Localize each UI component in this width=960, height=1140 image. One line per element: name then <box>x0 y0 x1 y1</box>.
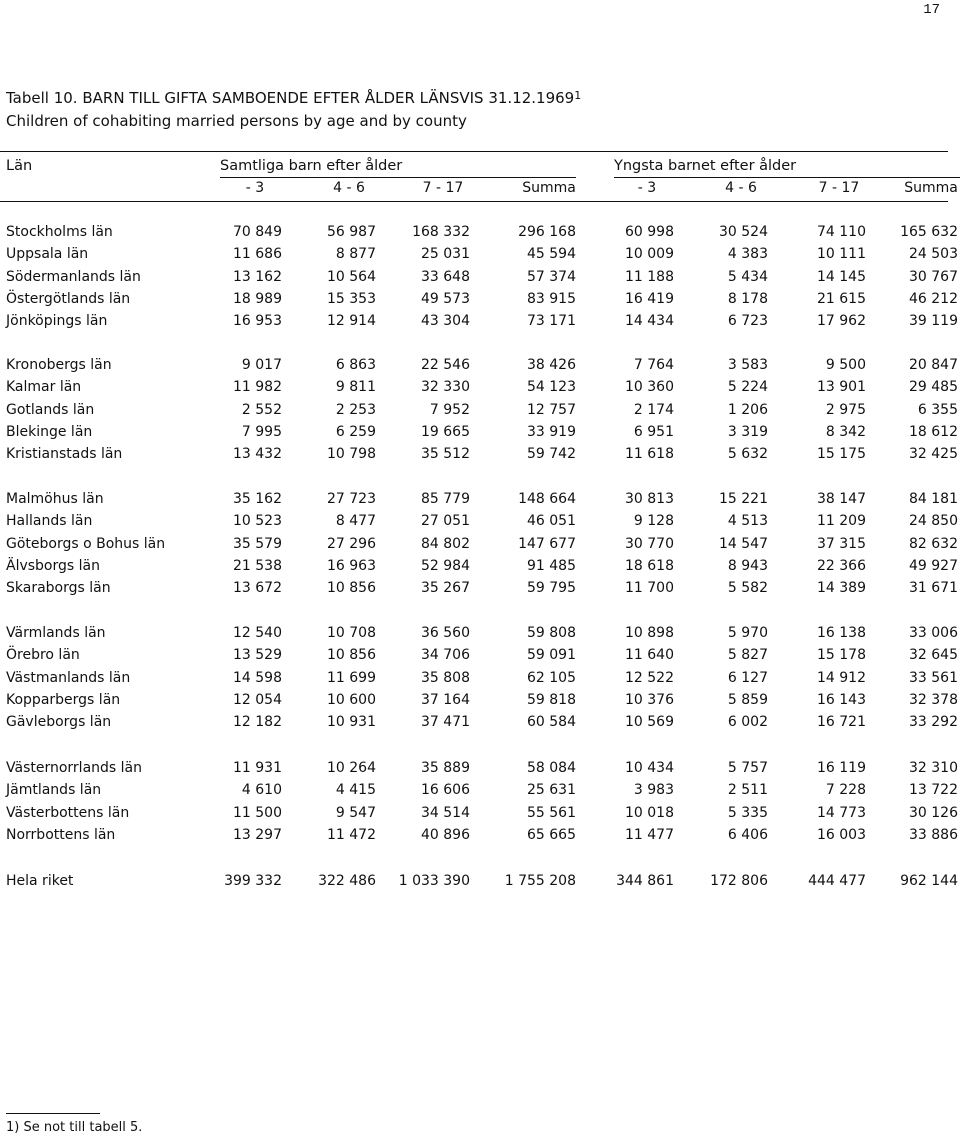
table-cell: 15 178 <box>817 647 866 664</box>
table-cell: 49 573 <box>421 290 470 307</box>
table-cell: 16 606 <box>421 782 470 799</box>
table-cell: 62 105 <box>527 669 576 686</box>
table-cell: 59 795 <box>527 580 576 597</box>
table-cell: 1 755 208 <box>504 873 576 889</box>
table-cell: 33 648 <box>421 268 470 285</box>
table-cell: 10 898 <box>625 625 674 641</box>
table-cell: 38 147 <box>817 491 866 507</box>
table-cell: 33 919 <box>527 423 576 440</box>
county-name: Västmanlands län <box>6 669 131 686</box>
table-cell: 59 808 <box>527 625 576 641</box>
table-cell: 10 434 <box>625 760 674 776</box>
table-cell: 6 127 <box>727 669 768 686</box>
header-top-rule <box>0 151 948 152</box>
table-cell: 8 477 <box>335 513 376 530</box>
table-cell: 16 003 <box>817 826 866 843</box>
table-cell: 10 376 <box>625 691 674 708</box>
header-bottom-rule <box>0 201 948 202</box>
table-cell: 12 540 <box>233 625 282 641</box>
county-name: Göteborgs o Bohus län <box>6 535 166 552</box>
table-cell: 444 477 <box>808 873 866 889</box>
table-cell: 1 206 <box>727 401 768 418</box>
table-cell: 18 618 <box>625 557 674 574</box>
table-cell: 55 561 <box>527 804 576 821</box>
county-name: Jämtlands län <box>6 782 102 799</box>
table-cell: 3 319 <box>727 423 768 440</box>
table-cell: 13 162 <box>233 268 282 285</box>
table-cell: 35 579 <box>233 535 282 552</box>
table-cell: 14 598 <box>233 669 282 686</box>
table-cell: 35 512 <box>421 446 470 463</box>
table-cell: 3 983 <box>633 782 674 799</box>
footnote: 1) Se not till tabell 5. <box>6 1120 143 1135</box>
table-cell: 36 560 <box>421 625 470 641</box>
table-cell: 10 931 <box>327 714 376 731</box>
table-cell: 172 806 <box>710 873 768 889</box>
table-cell: 58 084 <box>527 760 576 776</box>
table-subtitle: Children of cohabiting married persons by age and by county <box>6 112 467 130</box>
table-cell: 14 145 <box>817 268 866 285</box>
table-cell: 33 561 <box>909 669 958 686</box>
table-cell: 32 645 <box>909 647 958 664</box>
table-cell: 13 432 <box>233 446 282 463</box>
table-cell: 10 523 <box>233 513 282 530</box>
table-cell: 4 513 <box>727 513 768 530</box>
table-cell: 60 584 <box>527 714 576 731</box>
table-cell: 344 861 <box>616 873 674 889</box>
table-cell: 13 529 <box>233 647 282 664</box>
subheader-col-4: Summa <box>522 180 576 196</box>
table-cell: 11 982 <box>233 379 282 396</box>
table-cell: 18 989 <box>233 290 282 307</box>
table-cell: 9 500 <box>825 357 866 373</box>
table-title-text: Tabell 10. BARN TILL GIFTA SAMBOENDE EFTER ÅLDER LÄNSVIS 31.12.1969 <box>6 89 575 107</box>
title-footnote-marker: 1 <box>574 89 582 102</box>
table-cell: 6 406 <box>727 826 768 843</box>
table-cell: 84 181 <box>909 491 958 507</box>
table-cell: 46 212 <box>909 290 958 307</box>
table-cell: 37 315 <box>817 535 866 552</box>
table-cell: 16 963 <box>327 557 376 574</box>
table-cell: 91 485 <box>527 557 576 574</box>
table-cell: 34 706 <box>421 647 470 664</box>
subheader-col-7: 7 - 17 <box>818 180 860 196</box>
table-cell: 14 547 <box>719 535 768 552</box>
table-cell: 12 054 <box>233 691 282 708</box>
table-cell: 11 618 <box>625 446 674 463</box>
table-cell: 1 033 390 <box>398 873 470 889</box>
table-cell: 10 564 <box>327 268 376 285</box>
table-cell: 33 006 <box>909 625 958 641</box>
county-name: Malmöhus län <box>6 491 104 507</box>
table-cell: 2 253 <box>335 401 376 418</box>
table-cell: 7 228 <box>825 782 866 799</box>
table-cell: 16 119 <box>817 760 866 776</box>
table-cell: 39 119 <box>909 313 958 330</box>
table-cell: 24 850 <box>909 513 958 530</box>
table-cell: 5 970 <box>727 625 768 641</box>
table-cell: 59 091 <box>527 647 576 664</box>
subheader-col-8: Summa <box>904 180 958 196</box>
table-cell: 10 009 <box>625 246 674 263</box>
table-cell: 5 434 <box>727 268 768 285</box>
table-cell: 2 975 <box>825 401 866 418</box>
table-cell: 10 708 <box>327 625 376 641</box>
table-cell: 27 723 <box>327 491 376 507</box>
table-cell: 35 889 <box>421 760 470 776</box>
table-cell: 165 632 <box>900 224 958 240</box>
subheader-col-3: 7 - 17 <box>422 180 464 196</box>
table-cell: 34 514 <box>421 804 470 821</box>
table-cell: 30 126 <box>909 804 958 821</box>
table-cell: 82 632 <box>909 535 958 552</box>
table-cell: 962 144 <box>900 873 958 889</box>
table-cell: 10 569 <box>625 714 674 731</box>
table-cell: 5 757 <box>727 760 768 776</box>
table-cell: 11 188 <box>625 268 674 285</box>
table-cell: 11 472 <box>327 826 376 843</box>
county-name: Kopparbergs län <box>6 691 121 708</box>
table-cell: 37 164 <box>421 691 470 708</box>
table-cell: 12 914 <box>327 313 376 330</box>
table-cell: 14 912 <box>817 669 866 686</box>
table-cell: 29 485 <box>909 379 958 396</box>
county-name: Gävleborgs län <box>6 714 112 731</box>
table-cell: 24 503 <box>909 246 958 263</box>
county-name: Hela riket <box>6 873 74 889</box>
subheader-col-6: 4 - 6 <box>725 180 757 196</box>
table-cell: 46 051 <box>527 513 576 530</box>
subheader-col-5: - 3 <box>637 180 657 196</box>
table-cell: 10 856 <box>327 580 376 597</box>
table-cell: 22 366 <box>817 557 866 574</box>
table-cell: 6 863 <box>335 357 376 373</box>
table-cell: 16 953 <box>233 313 282 330</box>
table-cell: 74 110 <box>817 224 866 240</box>
table-cell: 57 374 <box>527 268 576 285</box>
table-cell: 19 665 <box>421 423 470 440</box>
group1-underline <box>220 177 576 178</box>
table-cell: 10 111 <box>817 246 866 263</box>
table-cell: 147 677 <box>518 535 576 552</box>
subheader-col-1: - 3 <box>245 180 265 196</box>
county-name: Älvsborgs län <box>6 557 100 574</box>
table-cell: 2 552 <box>241 401 282 418</box>
table-cell: 7 764 <box>633 357 674 373</box>
table-cell: 21 615 <box>817 290 866 307</box>
table-cell: 5 859 <box>727 691 768 708</box>
table-cell: 15 175 <box>817 446 866 463</box>
county-name: Stockholms län <box>6 224 113 240</box>
table-cell: 70 849 <box>233 224 282 240</box>
table-cell: 30 770 <box>625 535 674 552</box>
county-name: Södermanlands län <box>6 268 141 285</box>
table-cell: 10 798 <box>327 446 376 463</box>
table-cell: 8 342 <box>825 423 866 440</box>
table-cell: 11 700 <box>625 580 674 597</box>
table-cell: 21 538 <box>233 557 282 574</box>
table-cell: 11 500 <box>233 804 282 821</box>
table-cell: 38 426 <box>527 357 576 373</box>
table-cell: 11 477 <box>625 826 674 843</box>
table-cell: 9 547 <box>335 804 376 821</box>
group2-underline <box>614 177 960 178</box>
county-name: Värmlands län <box>6 625 106 641</box>
table-cell: 10 018 <box>625 804 674 821</box>
table-cell: 52 984 <box>421 557 470 574</box>
table-cell: 35 808 <box>421 669 470 686</box>
table-cell: 14 434 <box>625 313 674 330</box>
table-cell: 10 360 <box>625 379 674 396</box>
table-cell: 30 524 <box>719 224 768 240</box>
table-cell: 84 802 <box>421 535 470 552</box>
table-cell: 8 943 <box>727 557 768 574</box>
table-cell: 11 209 <box>817 513 866 530</box>
table-cell: 33 886 <box>909 826 958 843</box>
table-cell: 43 304 <box>421 313 470 330</box>
table-cell: 5 582 <box>727 580 768 597</box>
table-cell: 54 123 <box>527 379 576 396</box>
table-cell: 5 224 <box>727 379 768 396</box>
table-cell: 35 162 <box>233 491 282 507</box>
table-cell: 2 174 <box>633 401 674 418</box>
table-cell: 30 813 <box>625 491 674 507</box>
table-cell: 11 699 <box>327 669 376 686</box>
header-group-all-children: Samtliga barn efter ålder <box>220 158 403 174</box>
table-cell: 5 827 <box>727 647 768 664</box>
table-cell: 83 915 <box>527 290 576 307</box>
county-name: Norrbottens län <box>6 826 116 843</box>
table-cell: 4 415 <box>335 782 376 799</box>
table-cell: 31 671 <box>909 580 958 597</box>
table-cell: 22 546 <box>421 357 470 373</box>
table-cell: 6 723 <box>727 313 768 330</box>
county-name: Jönköpings län <box>6 313 108 330</box>
footnote-rule <box>6 1113 100 1114</box>
table-cell: 14 389 <box>817 580 866 597</box>
county-name: Uppsala län <box>6 246 89 263</box>
table-cell: 7 952 <box>429 401 470 418</box>
table-cell: 15 221 <box>719 491 768 507</box>
table-cell: 11 686 <box>233 246 282 263</box>
table-cell: 56 987 <box>327 224 376 240</box>
table-cell: 12 757 <box>527 401 576 418</box>
table-cell: 20 847 <box>909 357 958 373</box>
table-cell: 296 168 <box>518 224 576 240</box>
table-title <box>6 89 581 107</box>
county-name: Västernorrlands län <box>6 760 142 776</box>
table-cell: 5 335 <box>727 804 768 821</box>
table-cell: 12 182 <box>233 714 282 731</box>
table-cell: 6 951 <box>633 423 674 440</box>
county-name: Kalmar län <box>6 379 82 396</box>
header-county-label: Län <box>6 158 33 174</box>
table-cell: 35 267 <box>421 580 470 597</box>
table-cell: 11 931 <box>233 760 282 776</box>
table-cell: 322 486 <box>318 873 376 889</box>
county-name: Västerbottens län <box>6 804 130 821</box>
county-name: Östergötlands län <box>6 290 131 307</box>
table-cell: 60 998 <box>625 224 674 240</box>
table-cell: 10 600 <box>327 691 376 708</box>
table-cell: 37 471 <box>421 714 470 731</box>
table-cell: 30 767 <box>909 268 958 285</box>
table-cell: 32 330 <box>421 379 470 396</box>
table-cell: 8 877 <box>335 246 376 263</box>
table-cell: 32 310 <box>909 760 958 776</box>
table-cell: 25 631 <box>527 782 576 799</box>
county-name: Kronobergs län <box>6 357 112 373</box>
table-cell: 27 051 <box>421 513 470 530</box>
table-cell: 16 143 <box>817 691 866 708</box>
table-cell: 33 292 <box>909 714 958 731</box>
table-cell: 32 378 <box>909 691 958 708</box>
table-cell: 40 896 <box>421 826 470 843</box>
county-name: Örebro län <box>6 647 80 664</box>
county-name: Kristianstads län <box>6 446 123 463</box>
table-cell: 17 962 <box>817 313 866 330</box>
table-cell: 6 355 <box>917 401 958 418</box>
table-cell: 15 353 <box>327 290 376 307</box>
page-number: 17 <box>923 2 940 18</box>
table-cell: 59 742 <box>527 446 576 463</box>
table-cell: 4 383 <box>727 246 768 263</box>
table-cell: 13 672 <box>233 580 282 597</box>
table-cell: 13 901 <box>817 379 866 396</box>
table-cell: 399 332 <box>224 873 282 889</box>
table-cell: 168 332 <box>412 224 470 240</box>
table-cell: 6 002 <box>727 714 768 731</box>
table-cell: 45 594 <box>527 246 576 263</box>
table-cell: 10 264 <box>327 760 376 776</box>
header-group-youngest-child: Yngsta barnet efter ålder <box>614 158 797 174</box>
table-cell: 148 664 <box>518 491 576 507</box>
table-cell: 8 178 <box>727 290 768 307</box>
table-cell: 65 665 <box>527 826 576 843</box>
table-cell: 7 995 <box>241 423 282 440</box>
table-cell: 11 640 <box>625 647 674 664</box>
table-cell: 25 031 <box>421 246 470 263</box>
table-cell: 16 721 <box>817 714 866 731</box>
county-name: Gotlands län <box>6 401 95 418</box>
table-cell: 16 138 <box>817 625 866 641</box>
table-cell: 4 610 <box>241 782 282 799</box>
table-cell: 85 779 <box>421 491 470 507</box>
table-cell: 13 297 <box>233 826 282 843</box>
table-cell: 10 856 <box>327 647 376 664</box>
county-name: Hallands län <box>6 513 93 530</box>
table-cell: 3 583 <box>727 357 768 373</box>
table-cell: 18 612 <box>909 423 958 440</box>
table-cell: 9 128 <box>633 513 674 530</box>
table-cell: 49 927 <box>909 557 958 574</box>
table-cell: 6 259 <box>335 423 376 440</box>
table-cell: 5 632 <box>727 446 768 463</box>
county-name: Skaraborgs län <box>6 580 111 597</box>
table-cell: 73 171 <box>527 313 576 330</box>
table-cell: 59 818 <box>527 691 576 708</box>
table-cell: 2 511 <box>727 782 768 799</box>
table-cell: 9 811 <box>335 379 376 396</box>
subheader-col-2: 4 - 6 <box>333 180 365 196</box>
county-name: Blekinge län <box>6 423 93 440</box>
table-cell: 9 017 <box>241 357 282 373</box>
table-cell: 16 419 <box>625 290 674 307</box>
table-cell: 12 522 <box>625 669 674 686</box>
table-cell: 13 722 <box>909 782 958 799</box>
table-cell: 14 773 <box>817 804 866 821</box>
table-cell: 27 296 <box>327 535 376 552</box>
table-cell: 32 425 <box>909 446 958 463</box>
